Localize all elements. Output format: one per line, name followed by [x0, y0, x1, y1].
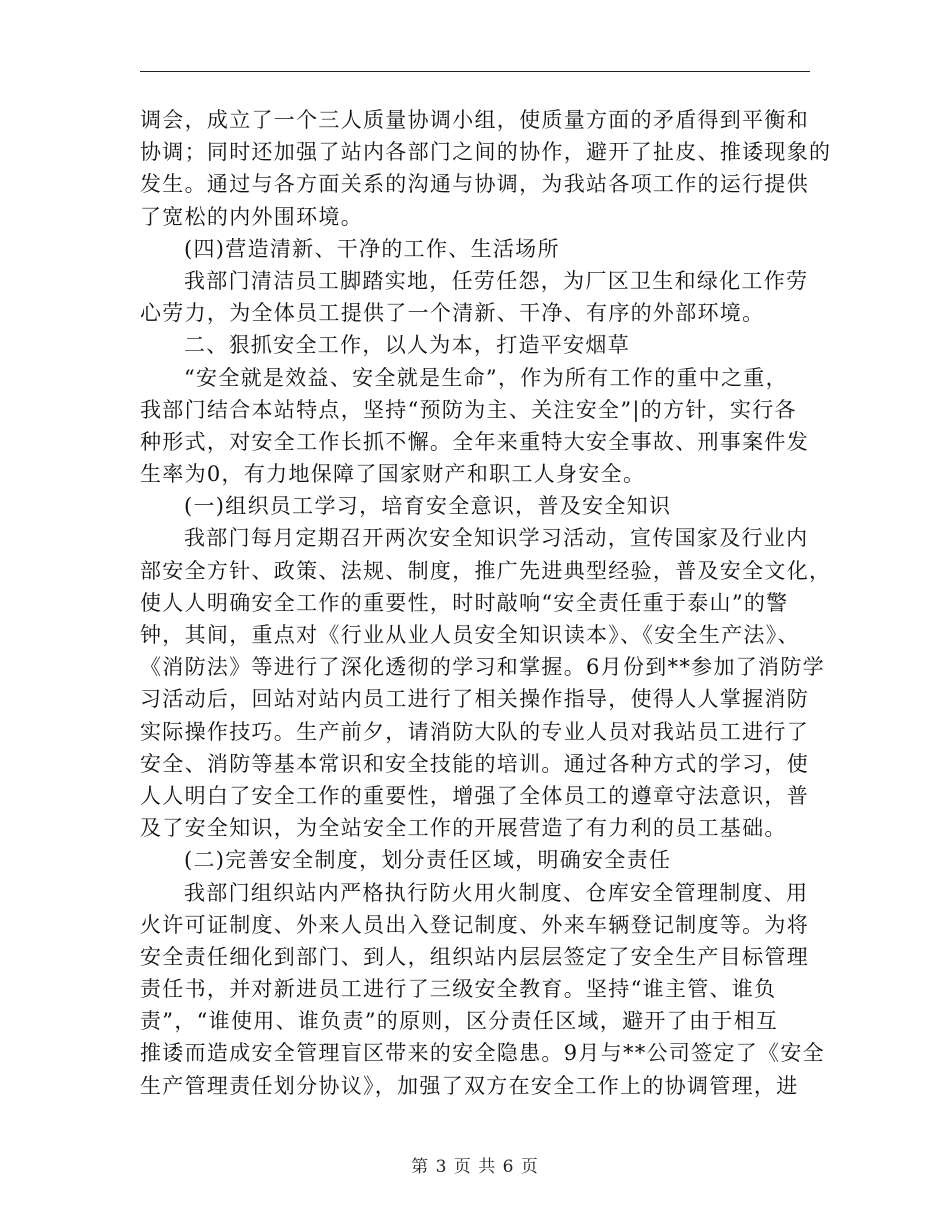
section-heading: (二)完善安全制度，划分责任区域，明确安全责任 — [184, 848, 672, 873]
page-number-footer: 第 3 页 共 6 页 — [411, 1157, 539, 1177]
text-line: 钟，其间，重点对《行业从业人员安全知识读本》、《安全生产法》、 — [140, 623, 800, 647]
text-line: 实际操作技巧。生产前夕，请消防大队的专业人员对我站员工进行了 — [140, 719, 809, 744]
text-line: 我部门组织站内严格执行防火用火制度、仓库安全管理制度、用 — [184, 880, 809, 905]
text-line: 安全、消防等基本常识和安全技能的培训。通过各种方式的学习，使 — [140, 751, 809, 776]
section-heading: (一)组织员工学习，培育安全意识，普及安全知识 — [184, 494, 672, 519]
text-line: 及了安全知识，为全站安全工作的开展营造了有力利的员工基础。 — [140, 816, 787, 841]
text-line: 安全责任细化到部门、到人，组织站内层层签定了安全生产目标管理 — [140, 944, 809, 969]
text-line: 使人人明确安全工作的重要性，时时敲响“安全责任重于泰山”的警 — [140, 590, 789, 615]
header-rule — [140, 71, 810, 72]
text-line: 人人明白了安全工作的重要性，增强了全体员工的遵章守法意识，普 — [140, 783, 809, 808]
section-heading: (四)营造清新、干净的工作、生活场所 — [184, 236, 560, 261]
text-line: 协调；同时还加强了站内各部门之间的协作，避开了扯皮、推诿现象的 — [140, 140, 832, 165]
text-line: 责任书，并对新进员工进行了三级安全教育。坚持“谁主管、谁负 — [140, 977, 777, 1002]
text-line: 种形式，对安全工作长抓不懈。全年来重特大安全事故、刑事案件发 — [140, 429, 809, 454]
text-line: 《消防法》等进行了深化透彻的学习和掌握。6月份到**参加了消防学 — [140, 655, 825, 680]
text-line: 调会，成立了一个三人质量协调小组，使质量方面的矛盾得到平衡和 — [140, 108, 809, 132]
text-line: 责”，“谁使用、谁负责”的原则，区分责任区域，避开了由于相互 — [140, 1009, 779, 1034]
text-line: 部安全方针、政策、法规、制度，推广先进典型经验，普及安全文化， — [140, 558, 832, 583]
section-heading: 二、狠抓安全工作，以人为本，打造平安烟草 — [184, 333, 630, 358]
text-line: 心劳力，为全体员工提供了一个清新、干净、有序的外部环境。 — [140, 301, 765, 326]
text-line: 火许可证制度、外来人员出入登记制度、外来车辆登记制度等。为将 — [140, 912, 809, 937]
text-line: 发生。通过与各方面关系的沟通与协调，为我站各项工作的运行提供 — [140, 172, 809, 197]
document-body — [140, 104, 832, 1102]
text-line: 习活动后，回站对站内员工进行了相关操作指导，使得人人掌握消防 — [140, 687, 809, 712]
text-line: 了宽松的内外围环境。 — [140, 204, 363, 229]
text-line: 我部门每月定期召开两次安全知识学习活动，宣传国家及行业内 — [184, 526, 809, 551]
text-line: 我部门清洁员工脚踏实地，任劳任怨，为厂区卫生和绿化工作劳 — [184, 268, 809, 293]
text-line: 我部门结合本站特点，坚持“预防为主、关注安全”|的方针，实行各 — [140, 397, 797, 422]
text-line: 生产管理责任划分协议》，加强了双方在安全工作上的协调管理，进 — [140, 1073, 799, 1098]
text-line: “安全就是效益、安全就是生命”，作为所有工作的重中之重， — [184, 365, 788, 390]
text-line: 生率为0，有力地保障了国家财产和职工人身安全。 — [140, 462, 646, 487]
text-line: 推诿而造成安全管理盲区带来的安全隐患。9月与**公司签定了《安全 — [140, 1041, 825, 1066]
